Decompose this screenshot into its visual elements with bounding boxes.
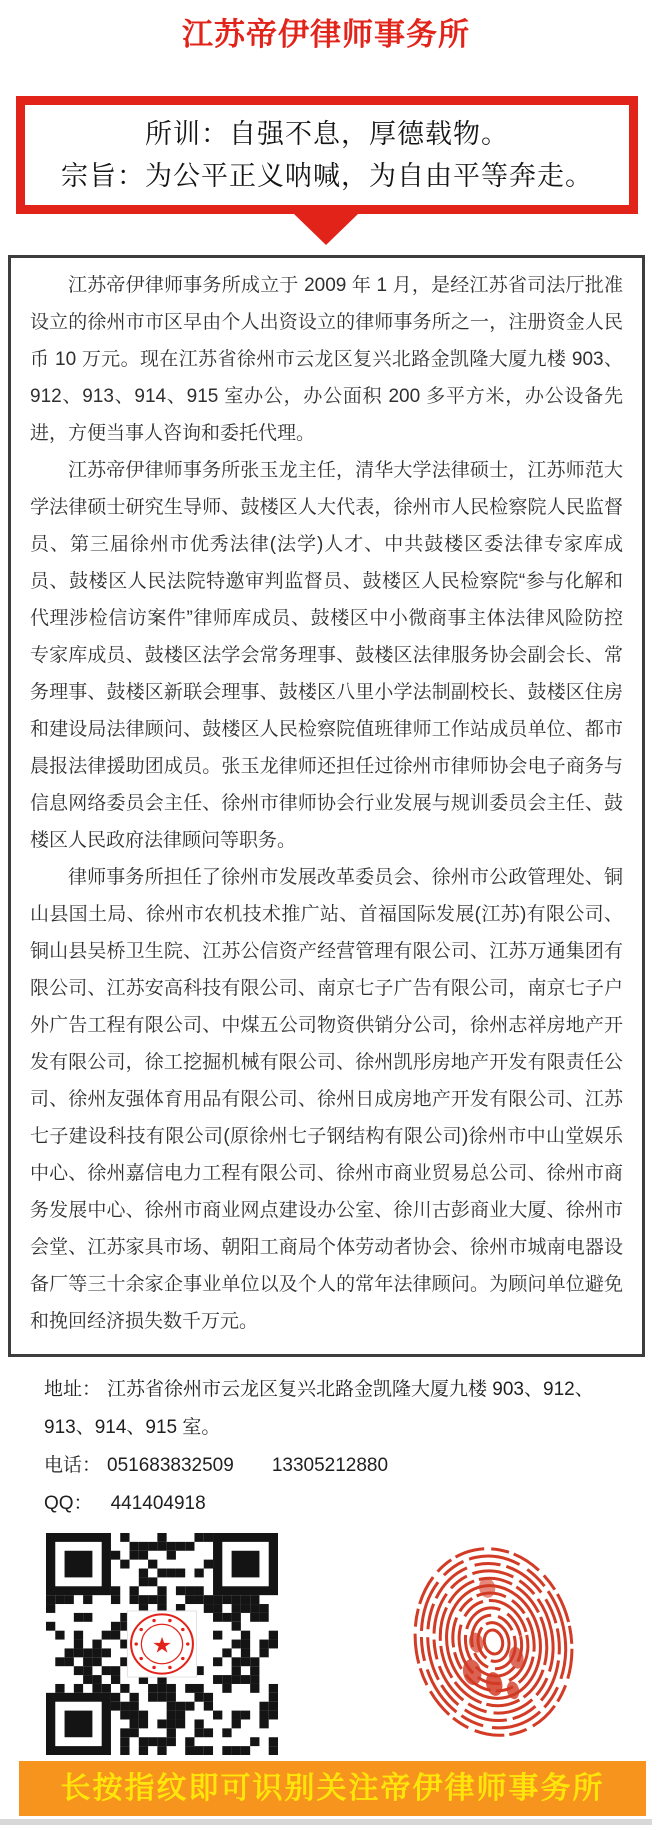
address-value: 江苏省徐州市云龙区复兴北路金凯隆大厦九楼 903、912、913、914、915 室。: [44, 1379, 594, 1438]
phone-number-1: 051683832509: [107, 1455, 234, 1476]
svg-text:★: ★: [151, 1632, 173, 1658]
motto-line-2: 宗旨：为公平正义呐喊，为自由平等奔走。: [61, 161, 593, 191]
motto-line-1: 所训：自强不息，厚德载物。: [145, 119, 509, 149]
address-label: 地址：: [44, 1379, 102, 1400]
qq-number: 441404918: [110, 1493, 206, 1514]
qrcode-image[interactable]: [46, 1533, 278, 1755]
fingerprint-image[interactable]: [406, 1541, 582, 1743]
bottom-divider: [0, 1819, 652, 1825]
phone-number-2: 13305212880: [271, 1455, 389, 1476]
intro-paragraph: 律师事务所担任了徐州市发展改革委员会、徐州市公政管理处、铜山县国土局、徐州市农机技术推广站、首福国际发展(江苏)有限公司、铜山县吴桥卫生院、江苏公信资产经营管理有限公司、江苏万通集团有限公司、江苏安高科技有限公司、南京七子广告有限公司，南京七子户外广告工程有限公司、中煤五公司物资供销分公司，徐州志祥房地产开发有限公司，徐工挖掘机械有限公司、徐州凯彤房地产开发有限责任公司、徐州友强体育用品有限公司、徐州日成房地产开发有限公司、江苏七子建设科技有限公司(原徐州七子钢结构有限公司)徐州市中山堂娱乐中心、徐州嘉信电力工程有限公司、徐州市商业贸易总公司、徐州市商务发展中心、徐州市商业网点建设办公室、徐川古彭商业大厦、徐州市会堂、江苏家具市场、朝阳工商局个体劳动者协会、徐州市城南电器设备厂等三十余家企事业单位以及个人的常年法律顾问。为顾问单位避免和挽回经济损失数千万元。: [30, 867, 623, 1332]
follow-banner: [19, 1761, 646, 1816]
contact-address: [44, 1371, 632, 1447]
follow-banner-text: 长按指纹即可识别关注帝伊律师事务所: [60, 1772, 605, 1805]
intro-paragraph: 江苏帝伊律师事务所成立于 2009 年 1 月，是经江苏省司法厅批准设立的徐州市市区早由个人出资设立的律师事务所之一，注册资金人民币 10 万元。现在江苏省徐州市云龙区复兴北路金凯隆大厦九楼 903、912、913、914、915 室办公，办公面积 200 多平方米，办公设备先进，方便当事人咨询和委托代理。: [30, 275, 623, 444]
intro-box: [8, 255, 645, 1357]
arrow-down-icon: [294, 214, 358, 245]
contact-qq: [44, 1485, 632, 1523]
page-title: 江苏帝伊律师事务所: [182, 17, 470, 52]
images-row: [0, 1531, 652, 1757]
motto-box: [16, 96, 638, 214]
phone-label: 电话：: [44, 1455, 102, 1476]
qq-label: QQ：: [44, 1493, 93, 1514]
contact-info: [44, 1371, 632, 1523]
intro-paragraph: 江苏帝伊律师事务所张玉龙主任，清华大学法律硕士，江苏师范大学法律硕士研究生导师、鼓楼区人大代表，徐州市人民检察院人民监督员、第三届徐州市优秀法律(法学)人才、中共鼓楼区委法律专家库成员、鼓楼区人民法院特邀审判监督员、鼓楼区人民检察院“参与化解和代理涉检信访案件”律师库成员、鼓楼区中小微商事主体法律风险防控专家库成员、鼓楼区法学会常务理事、鼓楼区法律服务协会副会长、常务理事、鼓楼区新联会理事、鼓楼区八里小学法制副校长、鼓楼区住房和建设局法律顾问、鼓楼区人民检察院值班律师工作站成员单位、都市晨报法律援助团成员。张玉龙律师还担任过徐州市律师协会电子商务与信息网络委员会主任、徐州市律师协会行业发展与规训委员会主任、鼓楼区人民政府法律顾问等职务。: [30, 460, 623, 851]
